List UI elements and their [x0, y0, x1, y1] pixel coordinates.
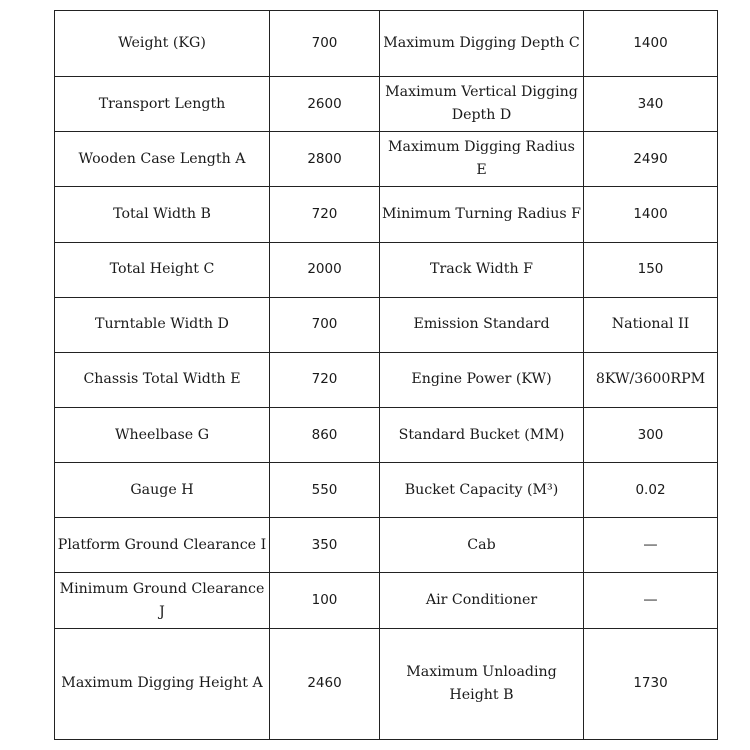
param-value: 1400	[584, 187, 718, 242]
param-value: 720	[270, 352, 380, 407]
param-value: 700	[270, 11, 380, 77]
param-name: Transport Length	[55, 77, 270, 132]
param-value: 1730	[584, 628, 718, 739]
param-value: 550	[270, 463, 380, 518]
param-name: Total Height C	[55, 242, 270, 297]
param-value: 700	[270, 297, 380, 352]
param-name: Wooden Case Length A	[55, 132, 270, 187]
param-name: Turntable Width D	[55, 297, 270, 352]
param-value: 350	[270, 518, 380, 573]
param-name: Standard Bucket (MM)	[380, 408, 584, 463]
param-name: Bucket Capacity (M³)	[380, 463, 584, 518]
param-name: Maximum Unloading Height B	[380, 628, 584, 739]
param-name: Air Conditioner	[380, 573, 584, 628]
param-value: 2000	[270, 242, 380, 297]
param-name: Minimum Turning Radius F	[380, 187, 584, 242]
param-value: 0.02	[584, 463, 718, 518]
table-row	[55, 77, 718, 132]
param-name: Wheelbase G	[55, 408, 270, 463]
table-row	[55, 297, 718, 352]
table-row	[55, 408, 718, 463]
param-value: 860	[270, 408, 380, 463]
param-value: —	[584, 573, 718, 628]
param-name: Maximum Vertical Digging Depth D	[380, 77, 584, 132]
table-row	[55, 463, 718, 518]
param-name: Maximum Digging Height A	[55, 628, 270, 739]
param-name: Emission Standard	[380, 297, 584, 352]
param-name: Minimum Ground Clearance J	[55, 573, 270, 628]
table-row	[55, 518, 718, 573]
param-value: 2460	[270, 628, 380, 739]
param-value: 2800	[270, 132, 380, 187]
param-name: Maximum Digging Radius E	[380, 132, 584, 187]
table-row	[55, 11, 718, 77]
param-name: Maximum Digging Depth C	[380, 11, 584, 77]
param-value: —	[584, 518, 718, 573]
param-value: 340	[584, 77, 718, 132]
param-name: Track Width F	[380, 242, 584, 297]
param-name: Total Width B	[55, 187, 270, 242]
table-row	[55, 628, 718, 739]
param-value: 300	[584, 408, 718, 463]
table-row	[55, 242, 718, 297]
table-row	[55, 352, 718, 407]
param-value: 720	[270, 187, 380, 242]
table-row	[55, 187, 718, 242]
param-value: National II	[584, 297, 718, 352]
table-row	[55, 573, 718, 628]
param-value: 150	[584, 242, 718, 297]
param-value: 100	[270, 573, 380, 628]
param-value: 8KW/3600RPM	[584, 352, 718, 407]
table-row	[55, 132, 718, 187]
param-value: 1400	[584, 11, 718, 77]
param-name: Platform Ground Clearance I	[55, 518, 270, 573]
param-name: Cab	[380, 518, 584, 573]
param-name: Gauge H	[55, 463, 270, 518]
param-name: Weight (KG)	[55, 11, 270, 77]
param-value: 2490	[584, 132, 718, 187]
spec-table	[54, 10, 718, 740]
param-name: Chassis Total Width E	[55, 352, 270, 407]
param-value: 2600	[270, 77, 380, 132]
param-name: Engine Power (KW)	[380, 352, 584, 407]
